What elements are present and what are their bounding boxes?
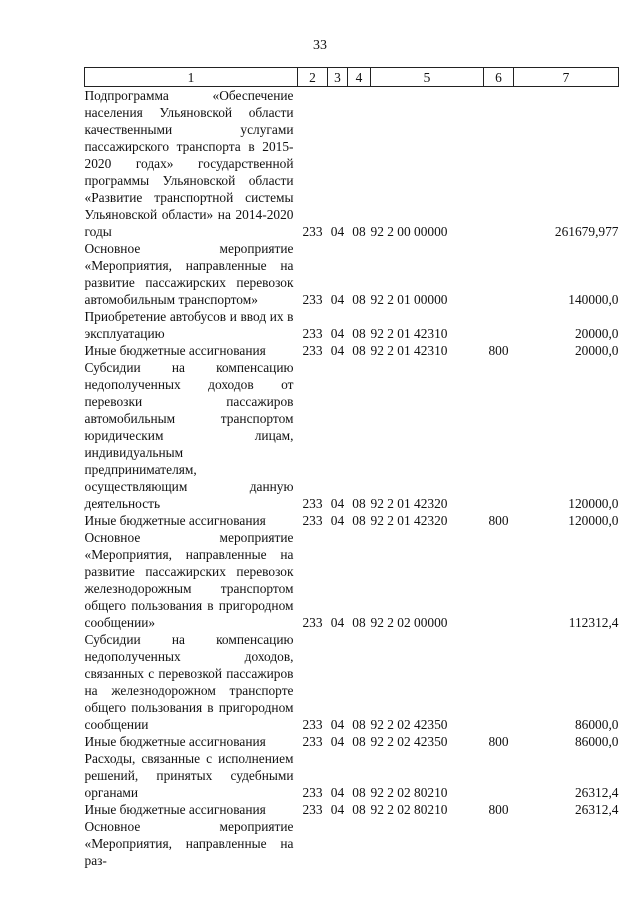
table-row: [85, 529, 619, 631]
row-amount: 26312,4: [574, 785, 619, 800]
row-name: Основное мероприятие «Мероприятия, направленные на раз-: [84, 819, 294, 868]
row-target-code: 92 2 01 42320: [370, 513, 448, 528]
row-name: Субсидии на компенсацию недополученных доходов от перевозки пассажиров автомобильным транспортом юридическим лицам, индивидуальным предпринимателям, осуществляющим данную деятельность: [84, 360, 294, 511]
row-subsection-code: 08: [352, 717, 366, 732]
row-name: Иные бюджетные ассигнования: [84, 734, 266, 749]
page-number: 33: [313, 38, 327, 53]
row-admin-code: 233: [302, 785, 323, 800]
row-subsection-code: 08: [352, 785, 366, 800]
row-amount: 86000,0: [574, 717, 619, 732]
row-subsection-code: 08: [352, 496, 366, 511]
header-col-5: 5: [371, 68, 484, 87]
row-subsection-code: 08: [352, 224, 366, 239]
table-row: [85, 631, 619, 733]
row-target-code: [371, 818, 484, 869]
row-subsection-code: 08: [352, 343, 366, 358]
row-admin-code: 233: [302, 513, 323, 528]
row-section-code: 04: [330, 734, 345, 749]
header-col-4: 4: [348, 68, 371, 87]
header-col-7: 7: [514, 68, 619, 87]
row-amount: 20000,0: [574, 343, 619, 358]
row-expense-type: [484, 308, 514, 342]
row-expense-type: 800: [488, 734, 509, 749]
row-target-code: 92 2 01 42310: [370, 343, 448, 358]
table-body: [85, 87, 619, 870]
table-row: [85, 308, 619, 342]
header-row: [85, 68, 619, 87]
row-section-code: 04: [330, 343, 345, 358]
row-name: Иные бюджетные ассигнования: [84, 802, 266, 817]
row-expense-type: [484, 87, 514, 241]
row-name: Основное мероприятие «Мероприятия, направленные на развитие пассажирских перевозок железнодорожным транспортом общего пользования в пригородном сообщении»: [84, 530, 294, 630]
row-amount: 120000,0: [568, 496, 619, 511]
row-name: Основное мероприятие «Мероприятия, направленные на развитие пассажирских перевозок автомобильным транспортом»: [84, 241, 294, 307]
row-subsection-code: [348, 818, 371, 869]
row-subsection-code: 08: [352, 513, 366, 528]
table-row: [85, 750, 619, 801]
row-amount: 26312,4: [574, 802, 619, 817]
row-section-code: 04: [330, 717, 345, 732]
row-admin-code: 233: [302, 343, 323, 358]
row-section-code: 04: [330, 785, 345, 800]
row-target-code: 92 2 01 00000: [370, 292, 448, 307]
header-col-3: 3: [328, 68, 348, 87]
row-target-code: 92 2 02 00000: [370, 615, 448, 630]
row-subsection-code: 08: [352, 734, 366, 749]
header-col-6: 6: [484, 68, 514, 87]
table-row: [85, 733, 619, 750]
row-admin-code: 233: [302, 326, 323, 341]
row-name: Субсидии на компенсацию недополученных доходов, связанных с перевозкой пассажиров на железнодорожном транспорте общего пользования в пригородном сообщении: [84, 632, 294, 732]
row-target-code: 92 2 02 80210: [370, 785, 448, 800]
row-section-code: 04: [330, 615, 345, 630]
row-name: Подпрограмма «Обеспечение населения Ульяновской области качественными услугами пассажирского транспорта в 2015-2020 годах» государственной программы Ульяновской области «Развитие транспортной системы Ульяновской области» на 2014-2020 годы: [84, 88, 294, 239]
row-name: Иные бюджетные ассигнования: [84, 343, 266, 358]
row-target-code: 92 2 01 42310: [370, 326, 448, 341]
row-subsection-code: 08: [352, 615, 366, 630]
row-amount: 86000,0: [574, 734, 619, 749]
table-row: [85, 359, 619, 512]
row-expense-type: [484, 631, 514, 733]
row-admin-code: 233: [302, 802, 323, 817]
table-row: [85, 801, 619, 818]
table-row: [85, 818, 619, 869]
row-name: Расходы, связанные с исполнением решений, принятых судебными органами: [84, 751, 294, 800]
row-target-code: 92 2 02 42350: [370, 717, 448, 732]
row-target-code: 92 2 01 42320: [370, 496, 448, 511]
row-admin-code: 233: [302, 224, 323, 239]
row-section-code: 04: [330, 513, 345, 528]
row-admin-code: 233: [302, 717, 323, 732]
row-target-code: 92 2 02 80210: [370, 802, 448, 817]
row-expense-type: [484, 529, 514, 631]
row-section-code: 04: [330, 496, 345, 511]
row-expense-type: [484, 818, 514, 869]
table-row: [85, 87, 619, 241]
row-section-code: [328, 818, 348, 869]
row-expense-type: 800: [488, 802, 509, 817]
row-section-code: 04: [330, 326, 345, 341]
row-target-code: 92 2 00 00000: [370, 224, 448, 239]
row-section-code: 04: [330, 224, 345, 239]
row-name: Иные бюджетные ассигнования: [84, 513, 266, 528]
row-amount: [514, 818, 619, 869]
table-row: [85, 342, 619, 359]
row-section-code: 04: [330, 292, 345, 307]
table-header: [85, 68, 619, 87]
row-admin-code: 233: [302, 734, 323, 749]
row-amount: 20000,0: [574, 326, 619, 341]
row-expense-type: [484, 240, 514, 308]
row-expense-type: 800: [488, 343, 509, 358]
row-section-code: 04: [330, 802, 345, 817]
row-target-code: 92 2 02 42350: [370, 734, 448, 749]
table-row: [85, 512, 619, 529]
row-expense-type: 800: [488, 513, 509, 528]
row-admin-code: [298, 818, 328, 869]
row-subsection-code: 08: [352, 326, 366, 341]
row-name: Приобретение автобусов и ввод их в эксплуатацию: [84, 309, 294, 341]
header-col-1: 1: [85, 68, 298, 87]
row-admin-code: 233: [302, 496, 323, 511]
row-amount: 120000,0: [568, 513, 619, 528]
table-row: [85, 240, 619, 308]
row-subsection-code: 08: [352, 292, 366, 307]
budget-table: [84, 67, 619, 869]
row-expense-type: [484, 750, 514, 801]
row-subsection-code: 08: [352, 802, 366, 817]
row-expense-type: [484, 359, 514, 512]
header-col-2: 2: [298, 68, 328, 87]
row-amount: 112312,4: [568, 615, 619, 630]
row-admin-code: 233: [302, 292, 323, 307]
row-amount: 261679,977: [554, 224, 619, 239]
row-admin-code: 233: [302, 615, 323, 630]
row-amount: 140000,0: [568, 292, 619, 307]
